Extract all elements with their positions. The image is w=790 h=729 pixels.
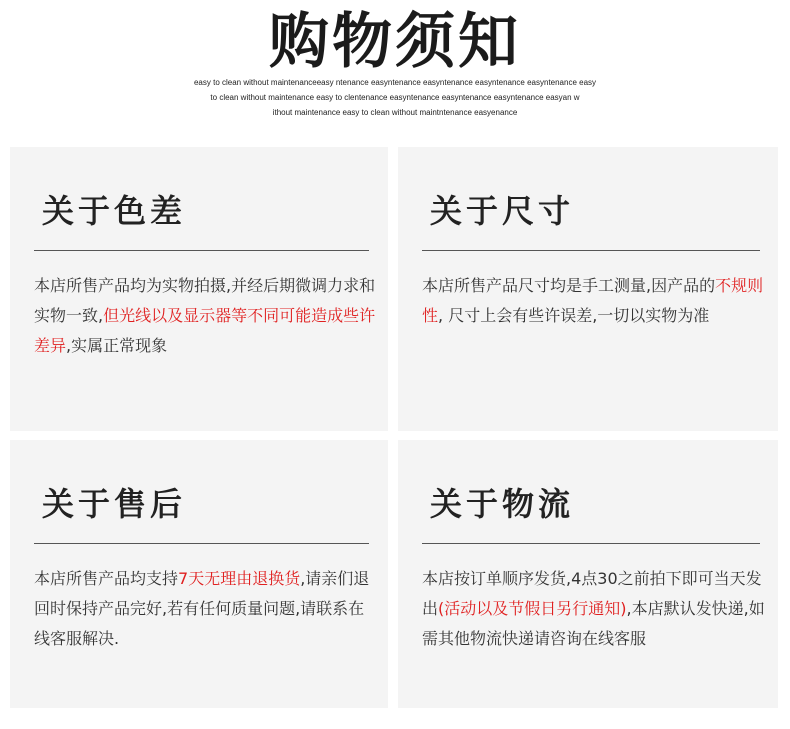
card-size xyxy=(398,147,778,431)
page-title: 购物须知 xyxy=(269,7,521,77)
divider xyxy=(422,250,760,251)
subtitle-line: to clean without maintenance easy to clentenance easyntenance easyntenance easyntenance easyan w xyxy=(210,93,580,102)
card-body xyxy=(34,271,379,361)
card-color-difference xyxy=(10,147,388,431)
body-text: ,实属正常现象 xyxy=(66,336,168,355)
body-text: , 尺寸上会有些许误差,一切以实物为准 xyxy=(438,306,710,325)
body-highlight: 不规则性 xyxy=(422,276,764,325)
body-text: ,本店默认发快递,如需其他物流快递请咨询在线客服 xyxy=(422,599,765,648)
subtitle-line: easy to clean without maintenanceeasy ntenance easyntenance easyntenance easyntenance easyntenance easy xyxy=(193,78,597,87)
body-text: ,请亲们退回时保持产品完好,若有任何质量问题,请联系在线客服解决. xyxy=(34,569,370,648)
body-text: 本店所售产品均支持 xyxy=(34,569,179,588)
card-body xyxy=(34,564,379,654)
body-text: 本店按订单顺序发货,4点30之前拍下即可当天发出 xyxy=(422,569,762,618)
subtitle-line: ithout maintenance easy to clean without maintntenance easyenance xyxy=(272,108,518,117)
divider xyxy=(34,250,369,251)
body-text: 本店所售产品均为实物拍摄,并经后期微调力求和实物一致, xyxy=(34,276,376,325)
card-body xyxy=(422,564,767,654)
card-title: 关于物流 xyxy=(430,485,575,523)
divider xyxy=(34,543,369,544)
body-highlight: 7天无理由退换货 xyxy=(178,569,301,588)
card-body xyxy=(422,271,767,331)
card-title: 关于尺寸 xyxy=(430,192,575,230)
body-highlight: 但光线以及显示器等不同可能造成些许差异 xyxy=(34,306,376,355)
card-logistics xyxy=(398,440,778,708)
card-title: 关于色差 xyxy=(42,192,187,230)
divider xyxy=(422,543,760,544)
body-text: 本店所售产品尺寸均是手工测量,因产品的 xyxy=(422,276,716,295)
card-after-sales xyxy=(10,440,388,708)
body-highlight: (活动以及节假日另行通知) xyxy=(438,599,627,618)
card-title: 关于售后 xyxy=(42,485,187,523)
header xyxy=(0,0,790,140)
